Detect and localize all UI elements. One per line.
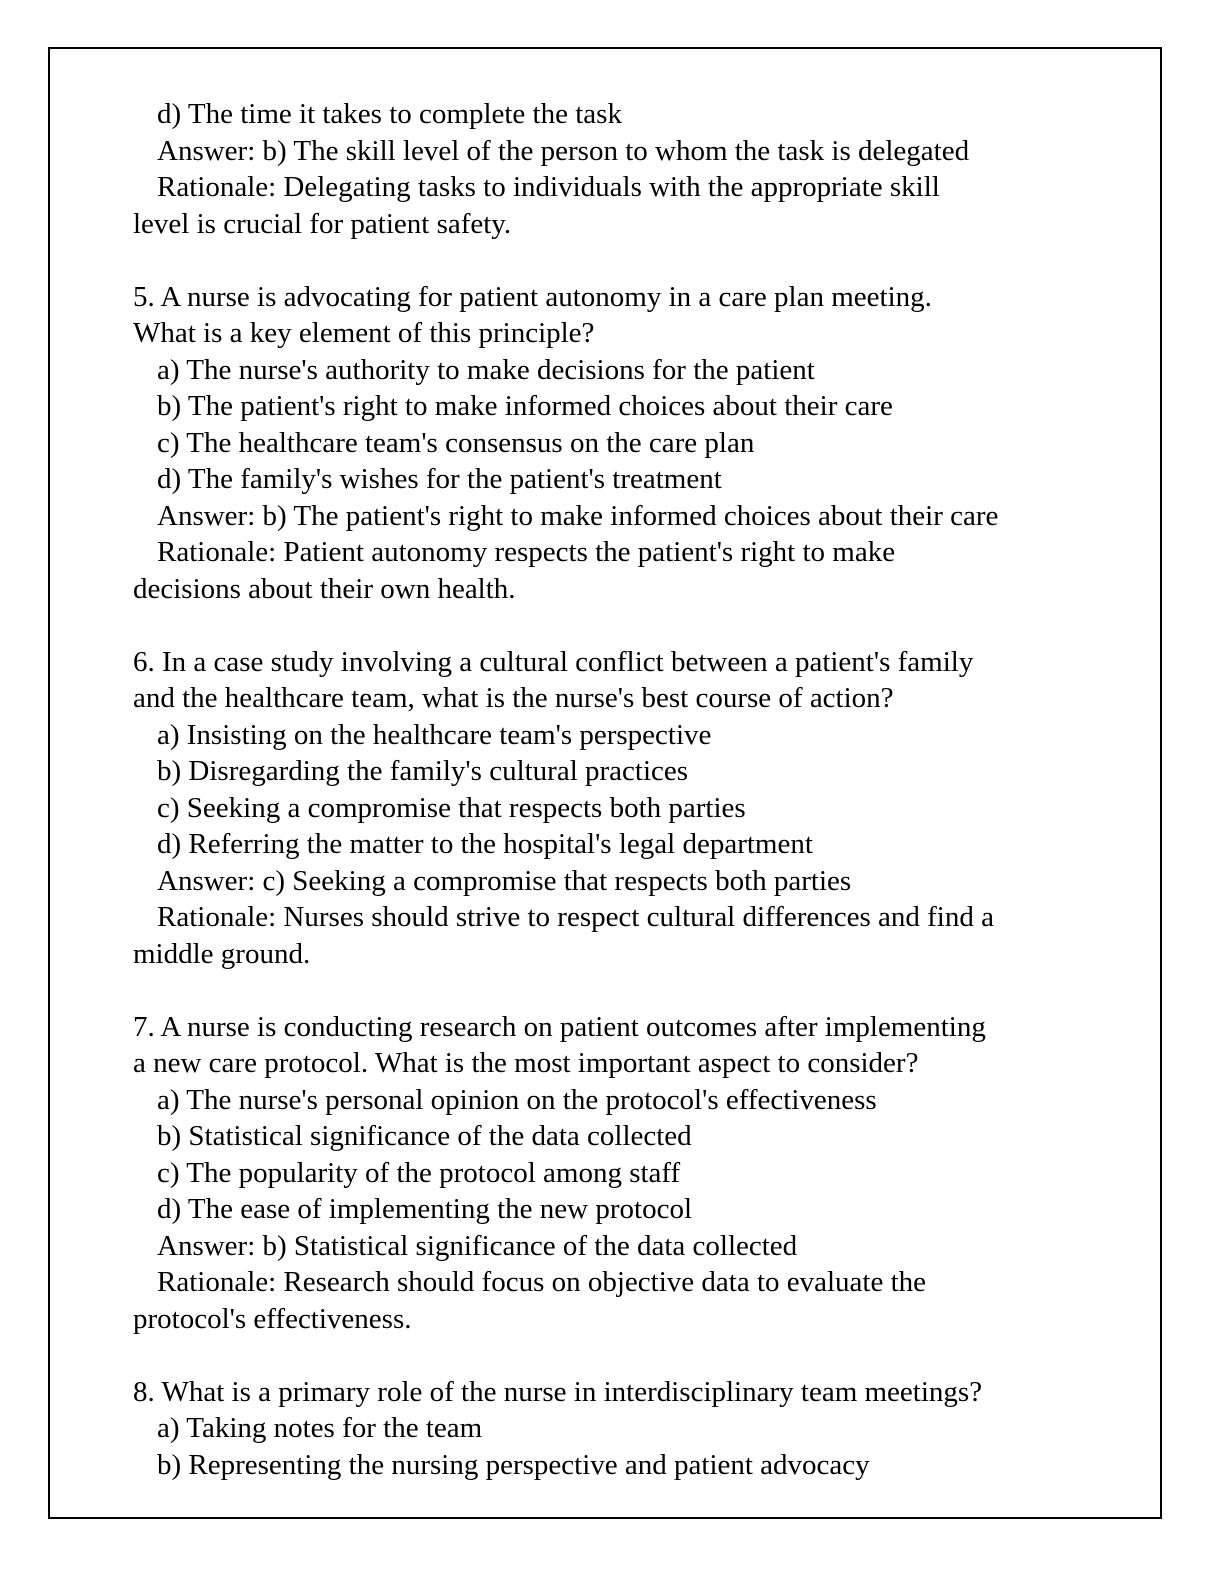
question-stem-line-2: and the healthcare team, what is the nurse's best course of action? [133,682,894,714]
answer: Answer: b) The patient's right to make informed choices about their care [157,499,999,532]
rationale-line-1: Rationale: Patient autonomy respects the patient's right to make [157,536,896,568]
question-stem-line-1: 6. In a case study involving a cultural conflict between a patient's family [133,645,974,678]
rationale-line-2: level is crucial for patient safety. [133,207,512,240]
rationale-line-2: middle ground. [133,937,311,970]
option-d: d) The family's wishes for the patient's treatment [157,463,722,495]
question-stem-line-1: 8. What is a primary role of the nurse in interdisciplinary team meetings? [133,1375,983,1408]
rationale-line-1: Rationale: Nurses should strive to respect cultural differences and find a [157,901,994,933]
question-stem-line-1: 5. A nurse is advocating for patient autonomy in a care plan meeting. [133,280,932,313]
rationale-line-1: Rationale: Delegating tasks to individuals with the appropriate skill [157,171,940,203]
option-b: b) Representing the nursing perspective and patient advocacy [157,1448,870,1481]
rationale-line-2: protocol's effectiveness. [133,1302,412,1335]
option-b: b) Statistical significance of the data collected [157,1120,692,1152]
option-d: d) The time it takes to complete the task [157,98,622,130]
option-c: c) Seeking a compromise that respects both parties [157,791,746,824]
option-a: a) The nurse's authority to make decisions for the patient [157,353,815,386]
question-stem-line-2: a new care protocol. What is the most important aspect to consider? [133,1047,919,1079]
document-body [133,96,1133,1483]
option-b: b) The patient's right to make informed choices about their care [157,390,893,422]
option-a: a) The nurse's personal opinion on the protocol's effectiveness [157,1083,877,1116]
option-c: c) The popularity of the protocol among staff [157,1156,681,1189]
rationale-line-2: decisions about their own health. [133,572,516,605]
option-a: a) Insisting on the healthcare team's perspective [157,718,712,751]
option-d: d) Referring the matter to the hospital's legal department [157,828,813,860]
option-a: a) Taking notes for the team [157,1412,483,1444]
question-stem-line-2: What is a key element of this principle? [133,317,595,349]
answer: Answer: c) Seeking a compromise that respects both parties [157,864,852,897]
answer: Answer: b) The skill level of the person to whom the task is delegated [157,134,970,167]
option-c: c) The healthcare team's consensus on the care plan [157,426,755,459]
spacer [133,607,1133,644]
answer: Answer: b) Statistical significance of the data collected [157,1229,798,1262]
question-8 [133,1374,1133,1484]
question-6 [133,644,1133,973]
question-5 [133,279,1133,608]
spacer [133,1337,1133,1374]
question-7 [133,1009,1133,1338]
option-d: d) The ease of implementing the new protocol [157,1193,692,1225]
question-4-tail [133,96,1133,242]
rationale-line-1: Rationale: Research should focus on objective data to evaluate the [157,1266,927,1298]
option-b: b) Disregarding the family's cultural practices [157,755,689,787]
question-stem-line-1: 7. A nurse is conducting research on patient outcomes after implementing [133,1010,986,1043]
spacer [133,972,1133,1009]
spacer [133,242,1133,279]
